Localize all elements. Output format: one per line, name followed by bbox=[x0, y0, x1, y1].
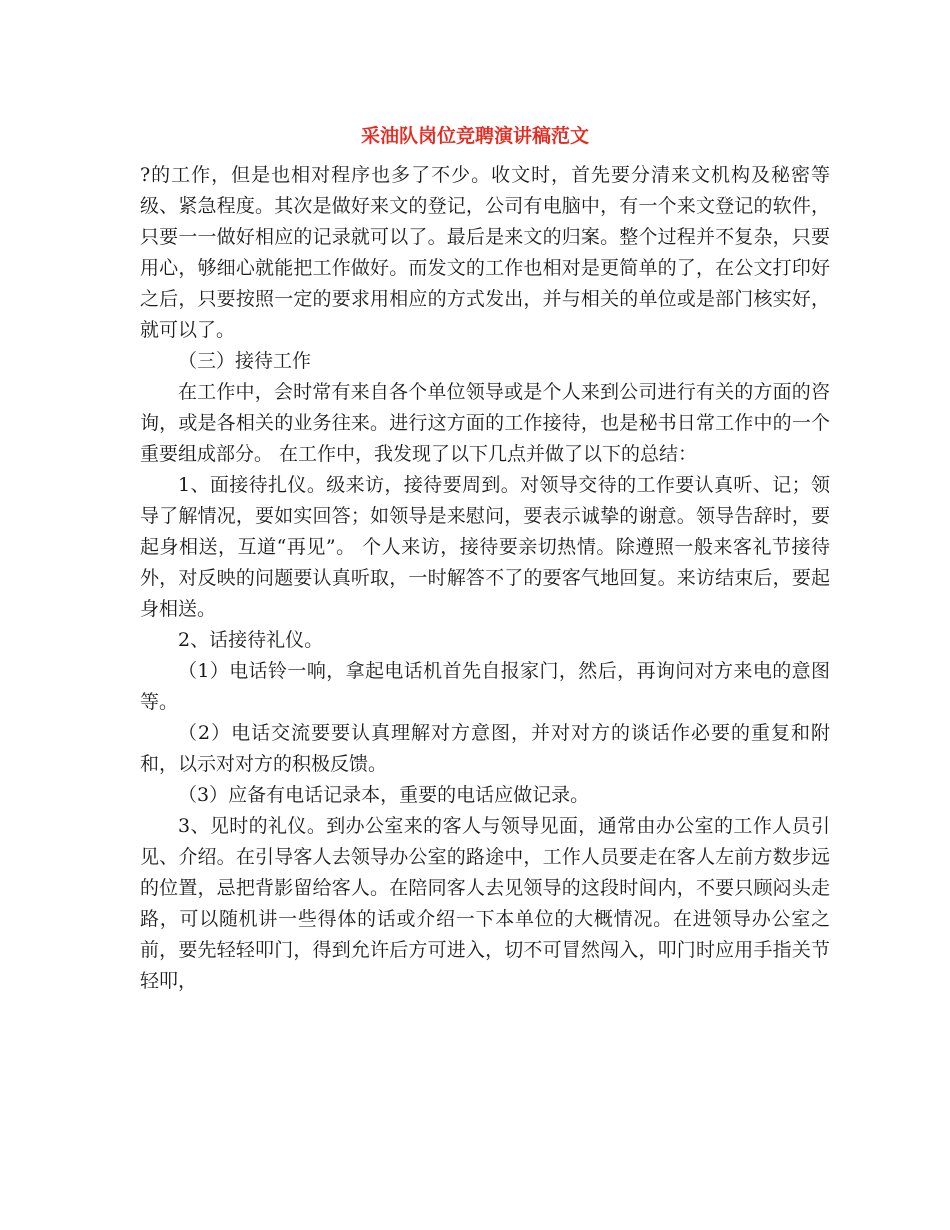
paragraph-phone-item-2: （2）电话交流要要认真理解对方意图，并对对方的谈话作必要的重复和附和，以示对对方的积极反馈。 bbox=[140, 722, 830, 775]
paragraph-phone-item-1: （1）电话铃一响，拿起电话机首先自报家门，然后，再询问对方来电的意图等。 bbox=[140, 660, 830, 713]
document-body bbox=[140, 160, 830, 997]
heading-phone-etiquette: 2、话接待礼仪。 bbox=[178, 629, 324, 651]
paragraph-phone-item-3: （3）应备有电话记录本，重要的电话应做记录。 bbox=[178, 784, 590, 806]
paragraph-reception-intro: 在工作中，会时常有来自各个单位领导或是个人来到公司进行有关的方面的咨询，或是各相关的业务往来。进行这方面的工作接待，也是秘书日常工作中的一个重要组成部分。 在工作中，我发现了以下几点并做了以下的总结： bbox=[140, 381, 830, 465]
paragraph-visit-etiquette: 1、面接待扎仪。级来访，接待要周到。对领导交待的工作要认真听、记；领导了解情况，要如实回答；如领导是来慰问，要表示诚挚的谢意。领导告辞时，要起身相送，互道“再见”。 个人来访，接待要亲切热情。除遵照一般来客礼节接待外，对反映的问题要认真听取，一时解答不了的要客气地回复。来访结束后，要起身相送。 bbox=[140, 474, 830, 620]
paragraph-meeting-etiquette: 3、见时的礼仪。到办公室来的客人与领导见面，通常由办公室的工作人员引见、介绍。在引导客人去领导办公室的路途中，工作人员要走在客人左前方数步远的位置，忌把背影留给客人。在陪同客人去见领导的这段时间内，不要只顾闷头走路，可以随机讲一些得体的话或介绍一下本单位的大概情况。在进领导办公室之前，要先轻轻叩门，得到允许后方可进入，切不可冒然闯入，叩门时应用手指关节轻叩， bbox=[140, 815, 830, 992]
document-title: 采油队岗位竞聘演讲稿范文 bbox=[360, 125, 589, 147]
paragraph-receiving-documents: ?的工作，但是也相对程序也多了不少。收文时，首先要分清来文机构及秘密等级、紧急程度。其次是做好来文的登记，公司有电脑中，有一个来文登记的软件，只要一一做好相应的记录就可以了。最后是来文的归案。整个过程并不复杂，只要用心，够细心就能把工作做好。而发文的工作也相对是更简单的了，在公文打印好之后，只要按照一定的要求用相应的方式发出，并与相关的单位或是部门核实好，就可以了。 bbox=[140, 164, 830, 341]
section-heading-reception: （三）接待工作 bbox=[178, 350, 312, 372]
